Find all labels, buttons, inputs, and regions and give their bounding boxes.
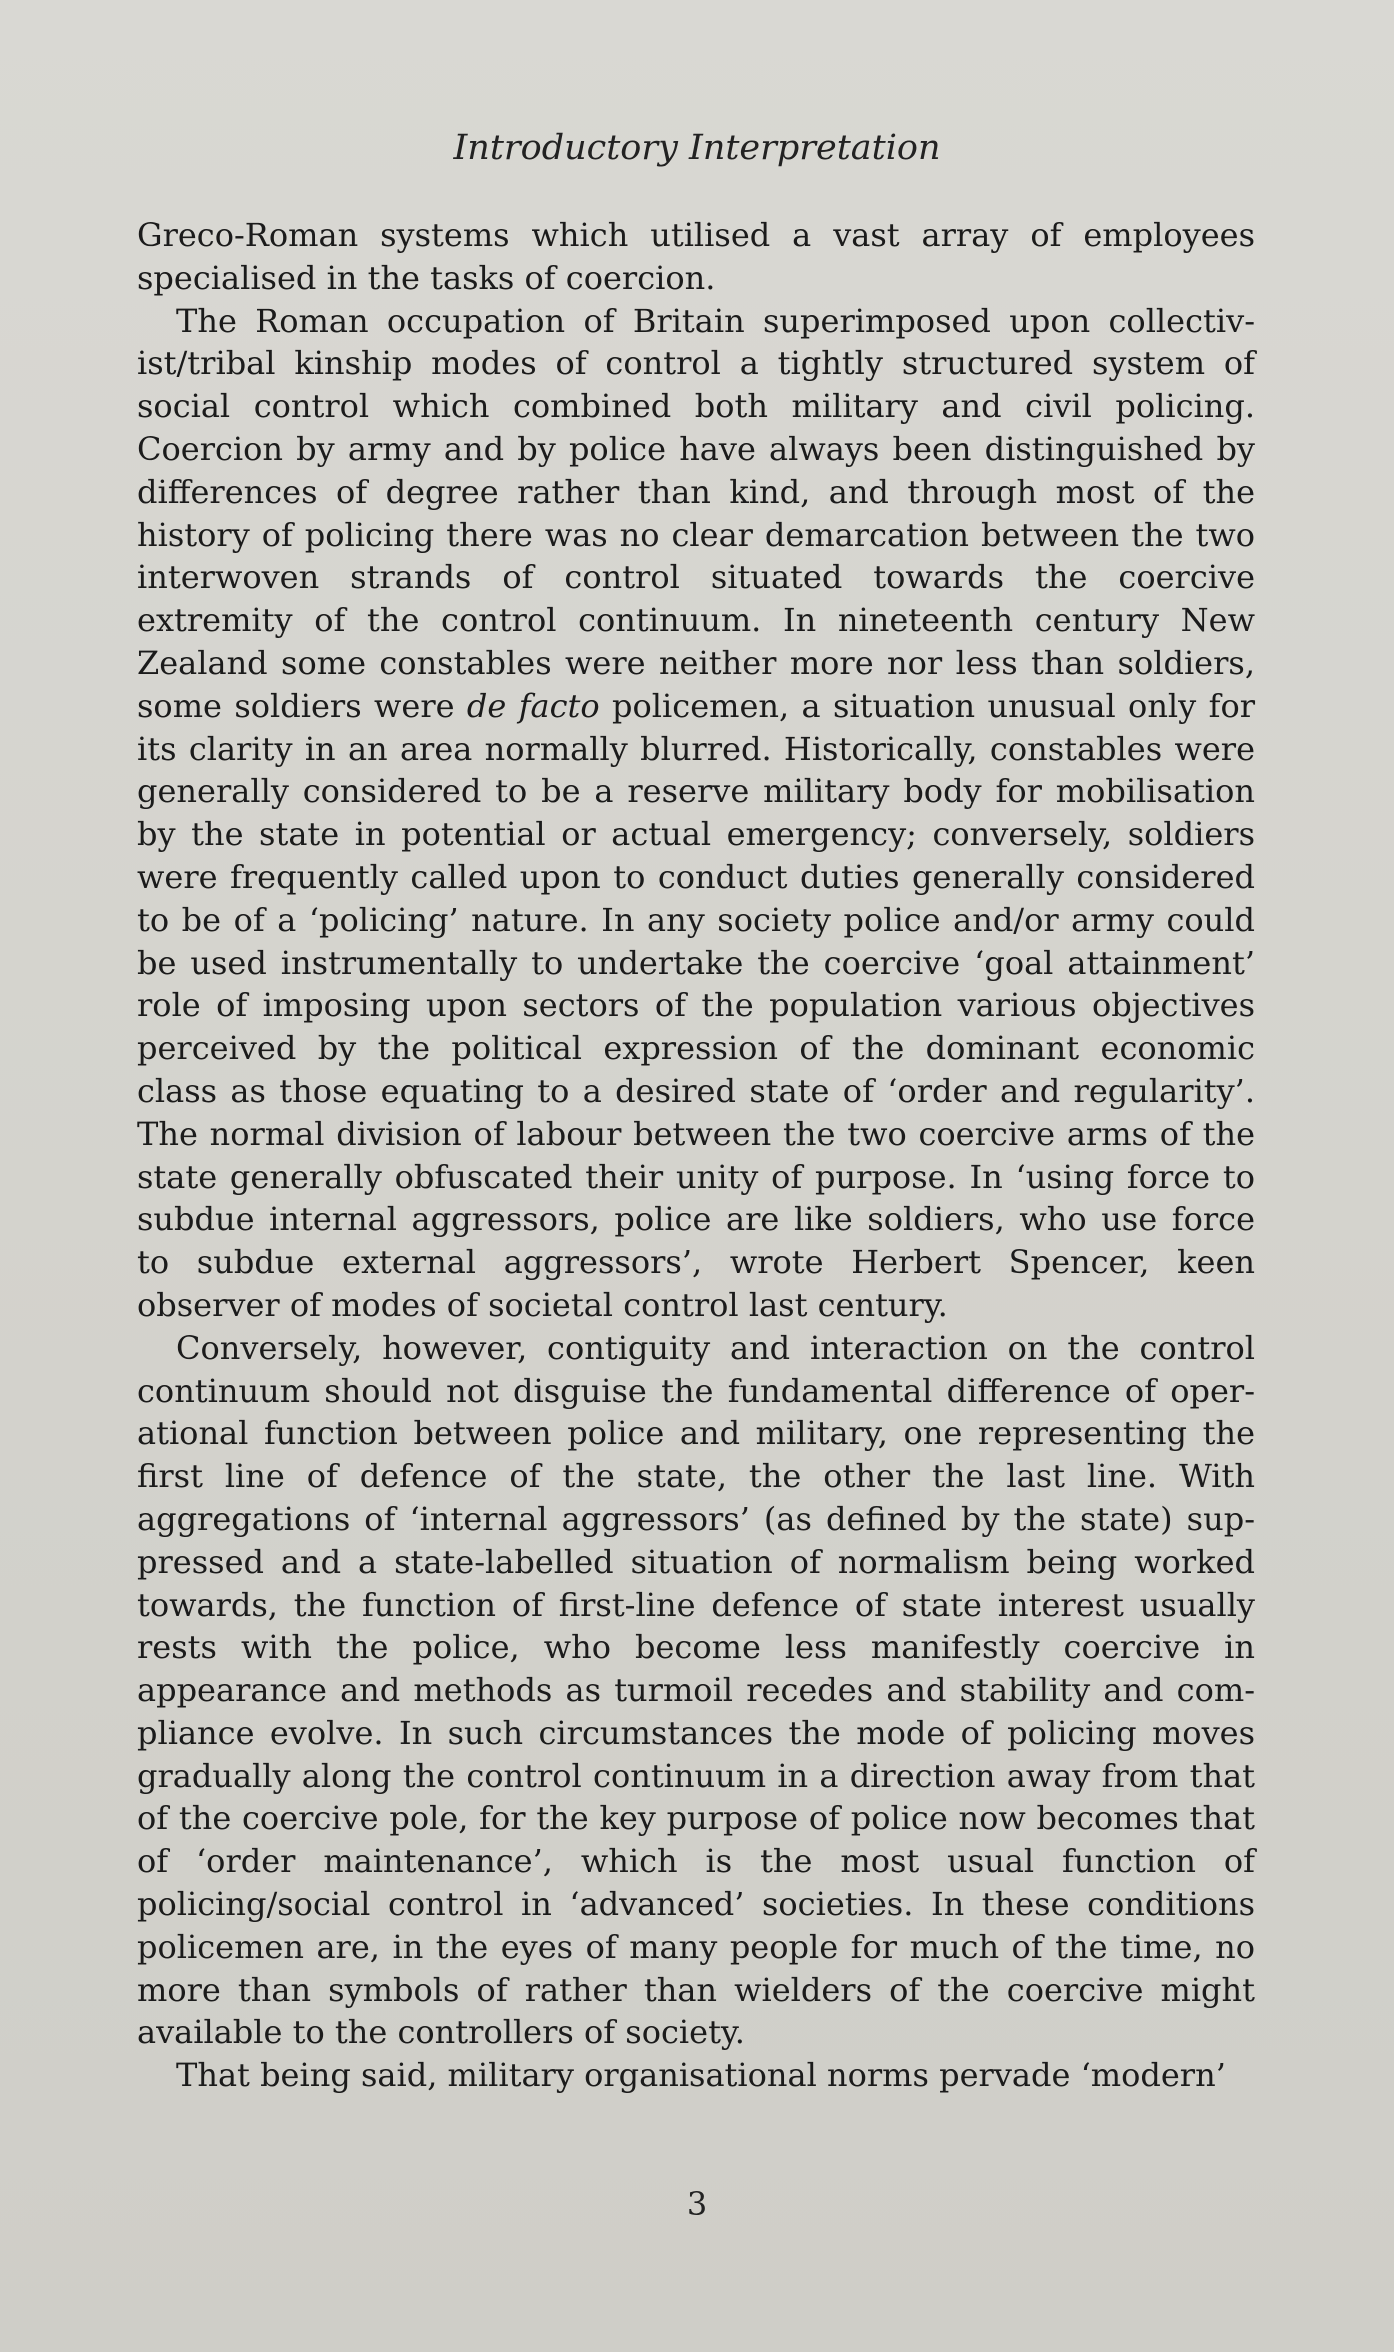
paragraph-2 bbox=[137, 300, 1255, 1327]
running-head: Introductory Interpretation bbox=[453, 128, 941, 168]
paragraph-3: Conversely, however, contiguity and interaction on the control continuum should not disguise the fundamental difference of operational function between police and military, one representing the first line of defence of the state, the other the last line. With aggregations of ‘internal aggressors’ (as defined by the state) suppressed and a state-labelled situation of normalism being worked towards, the function of first-line defence of state interest usually rests with the police, who become less manifestly coercive in appearance and methods as turmoil recedes and stability and compliance evolve. In such circumstances the mode of policing moves gradually along the control continuum in a direction away from that of the coercive pole, for the key purpose of police now becomes that of ‘order maintenance’, which is the most usual function of policing/social control in ‘advanced’ societies. In these conditions policemen are, in the eyes of many people for much of the time, no more than symbols of rather than wielders of the coercive might available to the controllers of society. bbox=[137, 1328, 1255, 2052]
page-number: 3 bbox=[686, 2185, 708, 2223]
paragraph-2-italic-term: de facto bbox=[466, 686, 600, 725]
paragraph-1: Greco-Roman systems which utilised a vast array of employees specialised in the tasks of coercion. bbox=[137, 216, 1255, 297]
body-text bbox=[137, 214, 1255, 2097]
paragraph-2-text-a: The Roman occupation of Britain superimposed upon collectivist/tribal kinship modes of control a tightly structured system of social control which combined both military and civil policing. Coercion by army and by police have always been distinguished by differences of degree rather than kind, and through most of the history of policing there was no clear demarcation between the two interwoven strands of control situated towards the coercive extremity of the control continuum. In nineteenth century New Zealand some constables were neither more nor less than soldiers, some soldiers were bbox=[137, 301, 1255, 725]
paragraph-2-text-b: policemen, a situation unusual only for its clarity in an area normally blurred. Historically, constables were generally considered to be a reserve military body for mobilisation by the state in potential or actual emergency; conversely, soldiers were frequently called upon to conduct duties generally considered to be of a ‘policing’ nature. In any society police and/or army could be used instrumentally to undertake the coercive ‘goal attainment’ role of imposing upon sectors of the population various objectives perceived by the political expression of the dominant economic class as those equating to a desired state of ‘order and regularity’. The normal division of labour between the two coercive arms of the state generally obfuscated their unity of purpose. In ‘using force to subdue internal aggressors, police are like soldiers, who use force to subdue external aggressors’, wrote Herbert Spencer, keen observer of modes of societal control last century. bbox=[137, 686, 1256, 1324]
paragraph-4: That being said, military organisational norms pervade ‘modern’ bbox=[176, 2056, 1226, 2095]
